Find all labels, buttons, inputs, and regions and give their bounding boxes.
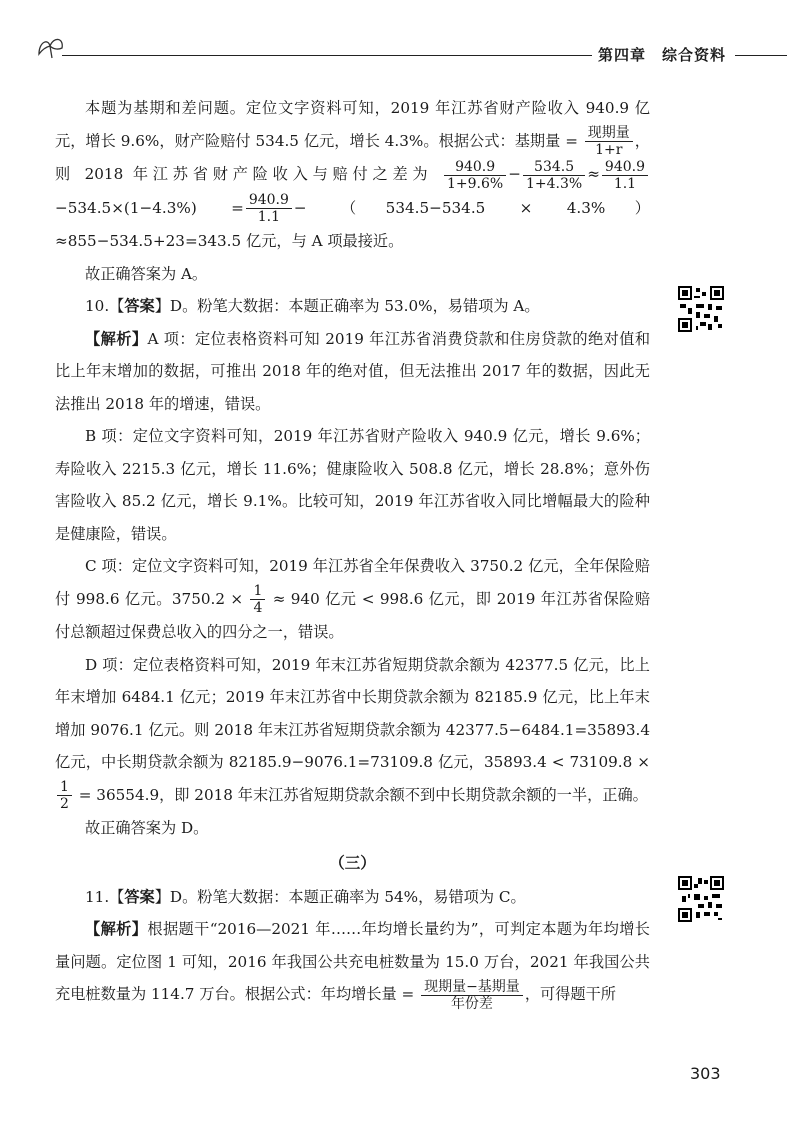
formula-base-period: $\frac{\text{现期量}}{1+r}$	[585, 125, 633, 158]
page-header	[0, 28, 800, 68]
fraction-one-quarter: $\frac{1}{4}$	[250, 583, 265, 616]
fraction-1: $\frac{940.9}{1+9.6\%}$	[444, 159, 506, 192]
header-title	[598, 44, 742, 65]
fraction-4: $\frac{940.9}{1.1}$	[246, 192, 292, 225]
analysis-q10-b: B 项：定位文字资料可知，2019 年江苏省财产险收入 940.9 亿元，增长 9.6%；寿险收入 2215.3 亿元，增长 11.6%；健康险收入 508.8 亿元，增长 28.8%；意外伤害险收入 85.2 亿元，增长 9.1%。比较可知，2019 年江苏省收入同比增幅最大的险种是健康险，错误。	[55, 427, 650, 543]
page-number: 303	[690, 1064, 721, 1083]
page-body	[55, 92, 650, 1012]
paragraph-q9-analysis: 本题为基期和差问题。定位文字资料可知，2019 年江苏省财产险收入 940.9 亿元，增长 9.6%，财产险赔付 534.5 亿元，增长 4.3%。根据公式：基期量 = $\frac{\text{现期量}}{1+r}$ ，则 2018 年江苏省财产险收入与赔付之差为 $\frac{940.9}{1+9.6\%}$ − $\frac{534.5}{1+4.3\%}$ ≈ $\frac{940.9}{1.1}$ −534.5×(1−4.3%) = $\frac{940.9}{1.1}$ − （534.5−534.5 × 4.3%）≈855−534.5+23=343.5 亿元，与 A 项最接近。	[55, 99, 650, 251]
header-section: 综合资料	[662, 46, 727, 64]
analysis-q10-c: C 项：定位文字资料可知，2019 年江苏省全年保费收入 3750.2 亿元，全年保险赔付 998.6 亿元。3750.2 × $\frac{1}{4}$ ≈ 940 亿元 < 998.6 亿元，即 2019 年江苏省保险赔付总额超过保费总收入的四分之一，错误。	[55, 557, 651, 642]
analysis-q10-d: D 项：定位表格资料可知，2019 年末江苏省短期贷款余额为 42377.5 亿元，比上年末增加 6484.1 亿元；2019 年末江苏省中长期贷款余额为 82185.9 亿元，比上年末增加 9076.1 亿元。则 2018 年末江苏省短期贷款余额为 42377.5−6484.1=35893.4 亿元，中长期贷款余额为 82185.9−9076.1=73109.8 亿元，35893.4 < 73109.8 × $\frac{1}{2}$ = 36554.9，即 2018 年末江苏省短期贷款余额不到中长期贷款余额的一半，正确。	[55, 655, 650, 813]
answer-q10: 10.【答案】D。粉笔大数据：本题正确率为 53.0%，易错项为 A。	[85, 297, 540, 316]
analysis-q11: 【解析】根据题干“2016—2021 年……年均增长量约为”，可判定本题为年均增长量问题。定位图 1 可知，2016 年我国公共充电桩数量为 15.0 万台，2021 年我国公共充电桩数量为 114.7 万台。根据公式：年均增长量 = $\frac{\text{现期量−基期量}}{\text{年份差}}$ ，可得题干所	[55, 920, 650, 1012]
qr-code-icon[interactable]	[678, 876, 724, 922]
formula-avg-growth: $\frac{\text{现期量−基期量}}{\text{年份差}}$	[421, 979, 523, 1012]
fraction-3: $\frac{940.9}{1.1}$	[602, 159, 648, 192]
qr-code-icon[interactable]	[678, 286, 724, 332]
fraction-one-half: $\frac{1}{2}$	[57, 779, 72, 812]
answer-q11: 11.【答案】D。粉笔大数据：本题正确率为 54%，易错项为 C。	[85, 887, 526, 906]
section-heading-3: （三）	[329, 852, 376, 872]
fraction-2: $\frac{534.5}{1+4.3\%}$	[523, 159, 585, 192]
leaf-icon	[36, 34, 66, 60]
header-rule-left	[62, 55, 592, 56]
header-chapter: 第四章	[598, 46, 647, 64]
answer-q9: 故正确答案为 A。	[85, 264, 208, 283]
analysis-q10-a: 【解析】A 项：定位表格资料可知 2019 年江苏省消费贷款和住房贷款的绝对值和比上年末增加的数据，可推出 2018 年的绝对值，但无法推出 2017 年的数据，因此无法推出 2018 年的增速，错误。	[55, 329, 651, 413]
header-rule-right	[735, 55, 787, 56]
answer-q10-final: 故正确答案为 D。	[85, 819, 209, 838]
